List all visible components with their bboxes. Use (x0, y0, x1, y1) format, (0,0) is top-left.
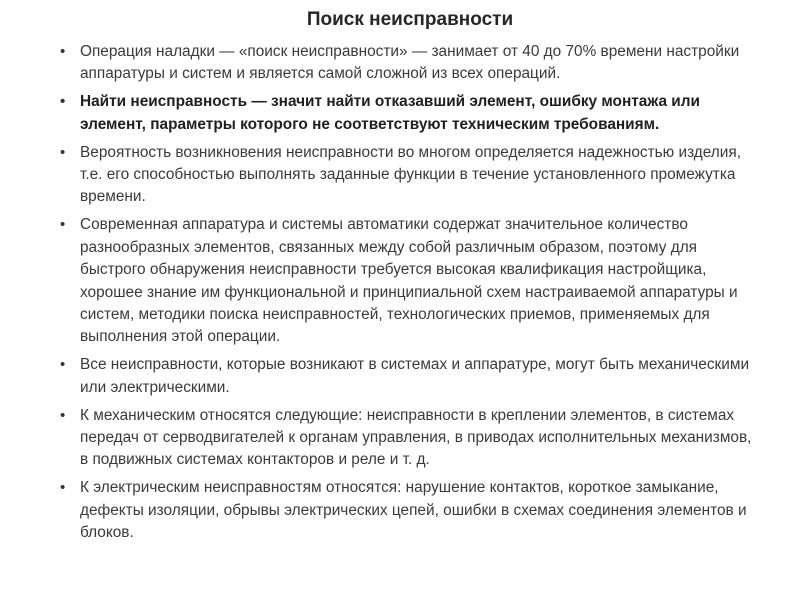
bullet-icon: • (60, 479, 66, 497)
bullet-icon: • (60, 356, 66, 374)
slide-title: Поиск неисправности (306, 9, 514, 30)
bullet-item-1 (60, 41, 760, 86)
bullet-list (60, 41, 760, 545)
bullet-text-3: Вероятность возникновения неисправности во многом определяется надежностью изделия, т.е. его способностью выполнять заданные функции в течение установленного промежутка времени. (80, 143, 741, 206)
bullet-item-4 (60, 214, 760, 348)
bullet-item-7 (60, 477, 760, 544)
bullet-text-6: К механическим относятся следующие: неисправности в креплении элементов, в системах передач от серводвигателей к органам управления, в приводах исполнительных механизмов, в подвижных системах контакторов и реле и т. д. (80, 406, 752, 469)
bullet-item-6 (60, 405, 760, 472)
bullet-item-2 (60, 91, 760, 136)
bullet-icon: • (60, 143, 66, 161)
bullet-text-4: Современная аппаратура и системы автоматики содержат значительное количество разнообразных элементов, связанных между собой различным образом, поэтому для быстрого обнаружения неисправности требуется высокая квалификация настройщика, хорошее знание им функциональной и принципиальной схем настраиваемой аппаратуры и систем, методики поиска неисправностей, технологических приемов, применяемых для выполнения этой операции. (80, 216, 738, 346)
bullet-icon: • (60, 93, 66, 111)
bullet-text-1: Операция наладки — «поиск неисправности» — занимает от 40 до 70% времени настройки аппаратуры и систем и является самой сложной из всех операций. (80, 43, 740, 83)
bullet-icon: • (60, 216, 66, 234)
bullet-text-7: К электрическим неисправностям относятся: нарушение контактов, короткое замыкание, дефекты изоляции, обрывы электрических цепей, ошибки в схемах соединения элементов и блоков. (80, 479, 747, 542)
bullet-item-3 (60, 142, 760, 209)
bullet-icon: • (60, 43, 66, 60)
bullet-icon: • (60, 406, 66, 424)
bullet-item-5 (60, 354, 760, 399)
bullet-text-5: Все неисправности, которые возникают в системах и аппаратуре, могут быть механическими или электрическими. (80, 356, 750, 396)
bullet-text-2: Найти неисправность — значит найти отказавший элемент, ошибку монтажа или элемент, параметры которого не соответствуют техническим требованиям. (80, 93, 700, 133)
